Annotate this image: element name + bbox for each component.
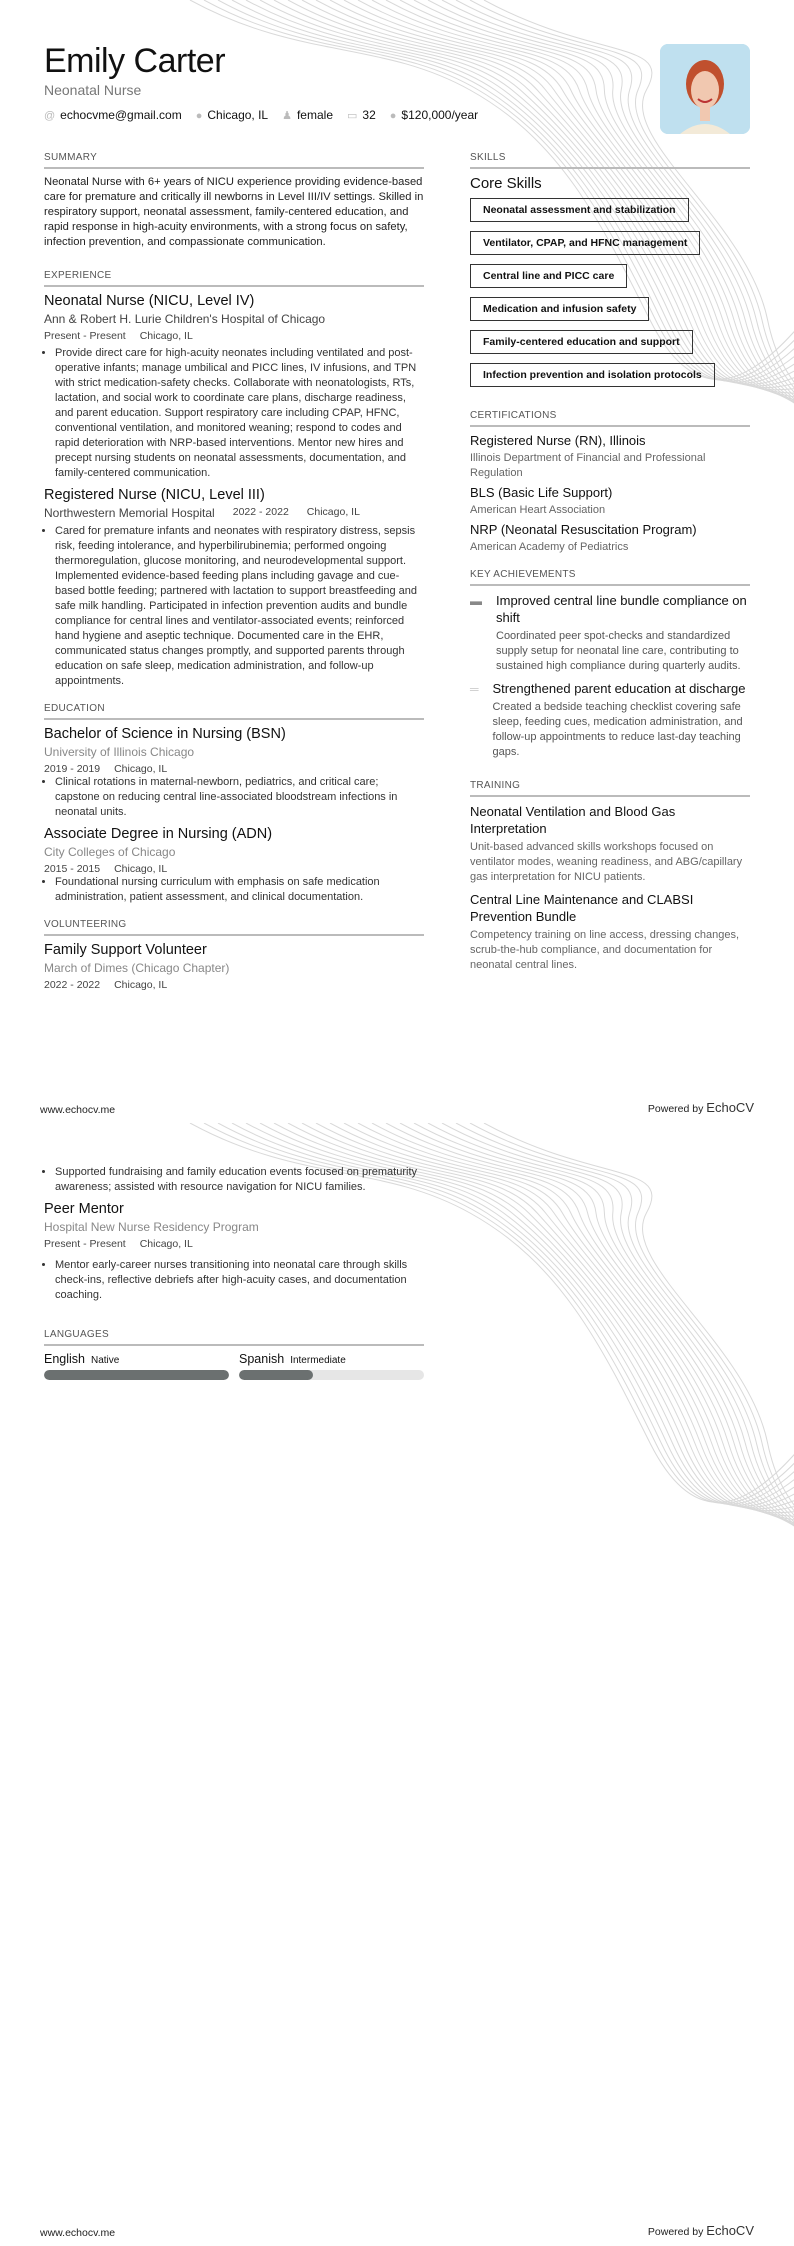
- training-desc: Competency training on line access, dressing changes, scrub-the-hub compliance, and documentation for neonatal central lines.: [470, 929, 740, 971]
- certification-issuer: Illinois Department of Financial and Professional Regulation: [470, 452, 706, 479]
- language-item: [239, 1352, 424, 1380]
- candidate-title: Neonatal Nurse: [44, 82, 142, 98]
- language-item: [44, 1352, 229, 1380]
- degree: Associate Degree in Nursing (ADN): [44, 826, 273, 842]
- school: University of Illinois Chicago: [44, 745, 195, 759]
- volunteer-item: [44, 942, 424, 991]
- section-heading: KEY ACHIEVEMENTS: [470, 569, 750, 586]
- footer-powered: Powered by EchoCV: [647, 2223, 754, 2238]
- at-icon: @: [44, 110, 56, 122]
- training-title: Neonatal Ventilation and Blood Gas Interpretation: [470, 804, 676, 836]
- organization: March of Dimes (Chicago Chapter): [44, 961, 230, 975]
- section-heading: TRAINING: [470, 780, 750, 797]
- location: Chicago, IL: [306, 506, 360, 518]
- dates: 2015 - 2015: [44, 863, 101, 875]
- employer: Northwestern Memorial Hospital: [44, 506, 215, 520]
- degree: Bachelor of Science in Nursing (BSN): [44, 726, 286, 742]
- archive-icon: ▬: [470, 594, 482, 608]
- contact-salary: ● $120,000/year: [389, 108, 479, 122]
- bullet: • Provide direct care for high-acuity neonates including ventilated and post-operative infants; manage umbilical and PICC lines, IV infusions, and TPN with strict medication-safety checks. Collaborate with neonatologists, RTs, lactation, and social work to coordinate care plans, discharge readiness, and parent education. Support respiratory care including CPAP, HFNC, conventional ventilation, and monitored weaning; respond to codes and rapid deterioration with NRP-based interventions. Mentor new hires and precept nursing students on neonatal assessments, documentation, and family-centered communication.: [55, 346, 424, 481]
- footer-site-link[interactable]: www.echocv.me: [40, 2227, 116, 2239]
- equals-icon: ═: [470, 682, 479, 696]
- certification-issuer: American Academy of Pediatrics: [470, 541, 629, 553]
- bullet: • Supported fundraising and family education events focused on prematurity awareness; assisted with resource navigation for NICU families.: [55, 1165, 424, 1195]
- achievement-title: Improved central line bundle compliance on shift: [496, 593, 747, 625]
- section-heading: EDUCATION: [44, 703, 424, 720]
- left-column: [44, 1165, 424, 1394]
- achievement-desc: Created a bedside teaching checklist covering safe sleep, feeding cues, medication administration, and follow-up appointments to reduce last-day teaching gaps.: [492, 701, 743, 758]
- wave-line: [470, 1123, 794, 1647]
- wave-line: [414, 1123, 794, 1602]
- wave-line: [428, 1123, 794, 1613]
- location-icon: ●: [195, 110, 203, 122]
- language-level: Native: [91, 1355, 120, 1366]
- job-title: Neonatal Nurse (NICU, Level IV): [44, 293, 255, 309]
- achievement-item: [470, 592, 750, 674]
- resume-page-2: [0, 1123, 794, 2246]
- role: Peer Mentor: [44, 1201, 124, 1217]
- skills-section: [470, 152, 750, 396]
- skill-tag: Medication and infusion safety: [470, 297, 649, 321]
- dates: Present - Present: [44, 1238, 126, 1250]
- profile-photo: [660, 44, 750, 134]
- training-desc: Unit-based advanced skills workshops focused on ventilator modes, weaning readiness, and ABG/capillary gas interpretation for NICU patients.: [470, 841, 743, 883]
- bullet: • Cared for premature infants and neonates with respiratory distress, sepsis risk, feeding intolerance, and hyperbilirubinemia; performed ongoing thermoregulation, glucose monitoring, and neurodevelopmental support. Implemented evidence-based feeding plans including gavage and cue-based bottle feeding; partnered with lactation to support breastfeeding and safe milk handling. Participated in infection prevention audits and bundle compliance for central lines and ventilator-associated events; reinforced hand hygiene and aseptic technique. Documented care in the EHR, communicated status changes promptly, and supported parents through education on safe sleep, medication administration, and follow-up appointments.: [55, 524, 424, 689]
- location: Chicago, IL: [139, 1238, 193, 1250]
- certification-issuer: American Heart Association: [470, 504, 606, 516]
- money-icon: ●: [389, 110, 397, 122]
- location: Chicago, IL: [114, 979, 168, 991]
- volunteering-section: [44, 919, 424, 991]
- summary-section: [44, 152, 424, 250]
- calendar-icon: ▭: [347, 110, 358, 122]
- wave-line: [484, 1123, 794, 1658]
- footer-site-link[interactable]: www.echocv.me: [40, 1104, 116, 1116]
- skill-group-title: Core Skills: [470, 175, 542, 192]
- school: City Colleges of Chicago: [44, 845, 176, 859]
- experience-item: [44, 487, 424, 689]
- certifications-section: [470, 410, 750, 555]
- achievement-desc: Coordinated peer spot-checks and standardized supply setup for neonatal line care, contributing to sustained high compliance during quarterly audits.: [496, 630, 741, 672]
- experience-item: [44, 293, 424, 481]
- wave-line: [372, 1123, 794, 1569]
- wave-line: [386, 1123, 794, 1580]
- summary-text: Neonatal Nurse with 6+ years of NICU experience providing evidence-based care for premature and critically ill newborns in Level III/IV settings. Skilled in respiratory support, neonatal assessment, family-centered education, and rapid response in high-acuity environments, with a strong focus on safety, infection prevention, and compassionate communication.: [44, 176, 424, 248]
- certification-title: BLS (Basic Life Support): [470, 485, 613, 500]
- language-level: Intermediate: [290, 1355, 346, 1366]
- contact-location: ● Chicago, IL: [195, 108, 269, 122]
- contact-age: ▭ 32: [347, 108, 376, 122]
- achievement-item: [470, 680, 750, 760]
- proficiency-bar: [239, 1370, 424, 1380]
- wave-line: [442, 1123, 794, 1625]
- languages-section: [44, 1329, 424, 1380]
- organization: Hospital New Nurse Residency Program: [44, 1220, 259, 1234]
- section-heading: VOLUNTEERING: [44, 919, 424, 936]
- achievement-title: Strengthened parent education at discharge: [492, 681, 746, 696]
- education-section: [44, 703, 424, 905]
- proficiency-bar: [44, 1370, 229, 1380]
- skill-tag: Neonatal assessment and stabilization: [470, 198, 689, 222]
- footer-powered: Powered by EchoCV: [647, 1100, 754, 1115]
- section-heading: CERTIFICATIONS: [470, 410, 750, 427]
- location: Chicago, IL: [114, 863, 168, 875]
- candidate-name: Emily Carter: [44, 42, 226, 80]
- job-title: Registered Nurse (NICU, Level III): [44, 487, 265, 503]
- achievements-section: [470, 569, 750, 760]
- section-heading: EXPERIENCE: [44, 270, 424, 287]
- wave-line: [456, 1123, 794, 1636]
- left-column: [44, 152, 424, 1005]
- education-item: [44, 826, 424, 905]
- contact-email[interactable]: @ echocvme@gmail.com: [44, 108, 182, 122]
- echocv-logo: EchoCV: [706, 2223, 754, 2238]
- experience-section: [44, 270, 424, 689]
- language-name: Spanish: [239, 1352, 285, 1366]
- certification-title: Registered Nurse (RN), Illinois: [470, 433, 646, 448]
- bullet: • Foundational nursing curriculum with emphasis on safe medication administration, patient assessment, and clinical documentation.: [55, 875, 424, 905]
- wave-line: [400, 1123, 794, 1591]
- dates: 2022 - 2022: [232, 506, 289, 518]
- employer: Ann & Robert H. Lurie Children's Hospital of Chicago: [44, 312, 326, 326]
- section-heading: LANGUAGES: [44, 1329, 424, 1346]
- bullet: • Mentor early-career nurses transitioning into neonatal care through skills check-ins, reflective debriefs after high-acuity cases, and documentation coaching.: [55, 1258, 424, 1303]
- skill-tag: Ventilator, CPAP, and HFNC management: [470, 231, 700, 255]
- certification-title: NRP (Neonatal Resuscitation Program): [470, 522, 697, 537]
- skill-tag: Infection prevention and isolation protocols: [470, 363, 715, 387]
- volunteer-item: [44, 1201, 424, 1303]
- proficiency-fill: [44, 1370, 229, 1380]
- skill-tag: Family-centered education and support: [470, 330, 693, 354]
- dates: 2019 - 2019: [44, 763, 101, 775]
- section-heading: SKILLS: [470, 152, 750, 169]
- language-name: English: [44, 1352, 85, 1366]
- training-section: [470, 780, 750, 973]
- dates: 2022 - 2022: [44, 979, 101, 991]
- dates: Present - Present: [44, 330, 126, 342]
- contact-row: [44, 108, 478, 122]
- person-icon: ♟: [282, 110, 292, 122]
- role: Family Support Volunteer: [44, 942, 207, 958]
- location: Chicago, IL: [139, 330, 193, 342]
- skill-tag: Central line and PICC care: [470, 264, 627, 288]
- bullet: • Clinical rotations in maternal-newborn, pediatrics, and critical care; capstone on reducing central line-associated bloodstream infections in neonatal units.: [55, 775, 424, 820]
- echocv-logo: EchoCV: [706, 1100, 754, 1115]
- location: Chicago, IL: [114, 763, 168, 775]
- training-title: Central Line Maintenance and CLABSI Prevention Bundle: [470, 892, 694, 924]
- education-item: [44, 726, 424, 820]
- right-column: [470, 152, 750, 987]
- contact-gender: ♟ female: [282, 108, 333, 122]
- section-heading: SUMMARY: [44, 152, 424, 169]
- proficiency-fill: [239, 1370, 313, 1380]
